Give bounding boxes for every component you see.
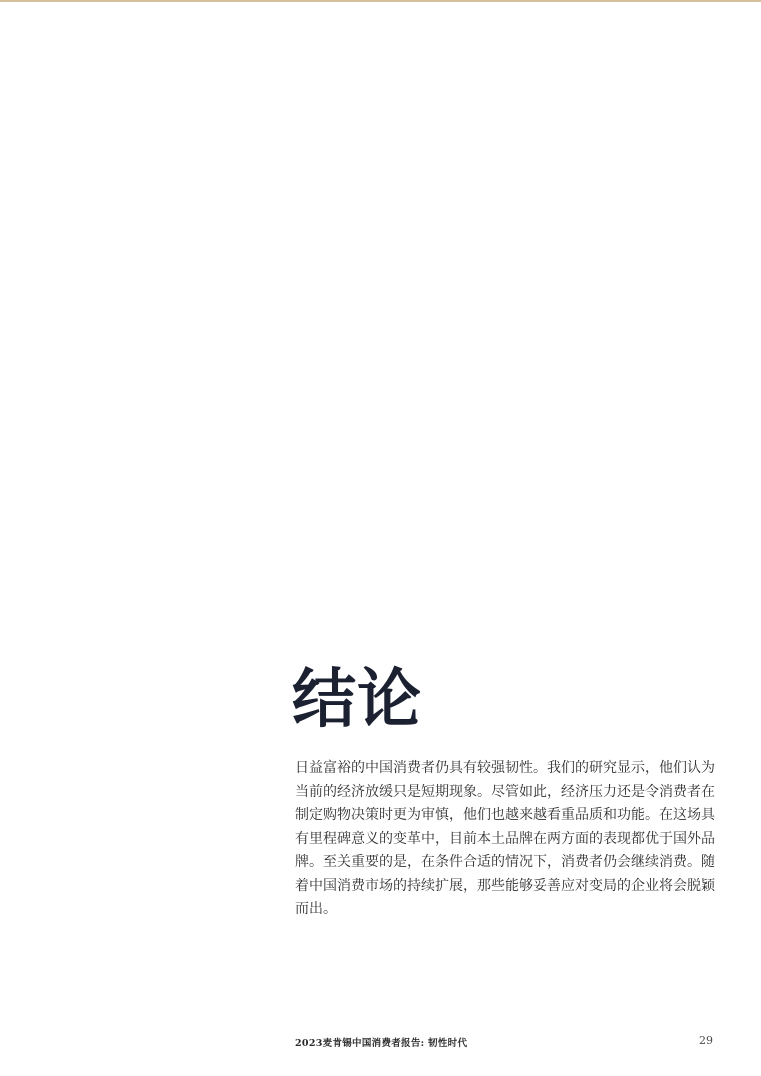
page-footer <box>0 1033 761 1053</box>
page-title: 结论 <box>292 662 422 737</box>
page-number: 29 <box>699 1034 713 1047</box>
footer-report-title: 2023麦肯锡中国消费者报告: 韧性时代 <box>295 1038 468 1049</box>
body-paragraph: 日益富裕的中国消费者仍具有较强韧性。我们的研究显示，他们认为当前的经济放缓只是短期现象。尽管如此，经济压力还是令消费者在制定购物决策时更为审慎，他们也越来越看重品质和功能。在这场具有里程碑意义的变革中，目前本土品牌在两方面的表现都优于国外品牌。至关重要的是，在条件合适的情况下，消费者仍会继续消费。随着中国消费市场的持续扩展，那些能够妥善应对变局的企业将会脱颖而出。 <box>295 760 715 917</box>
top-border-rule <box>0 0 761 2</box>
